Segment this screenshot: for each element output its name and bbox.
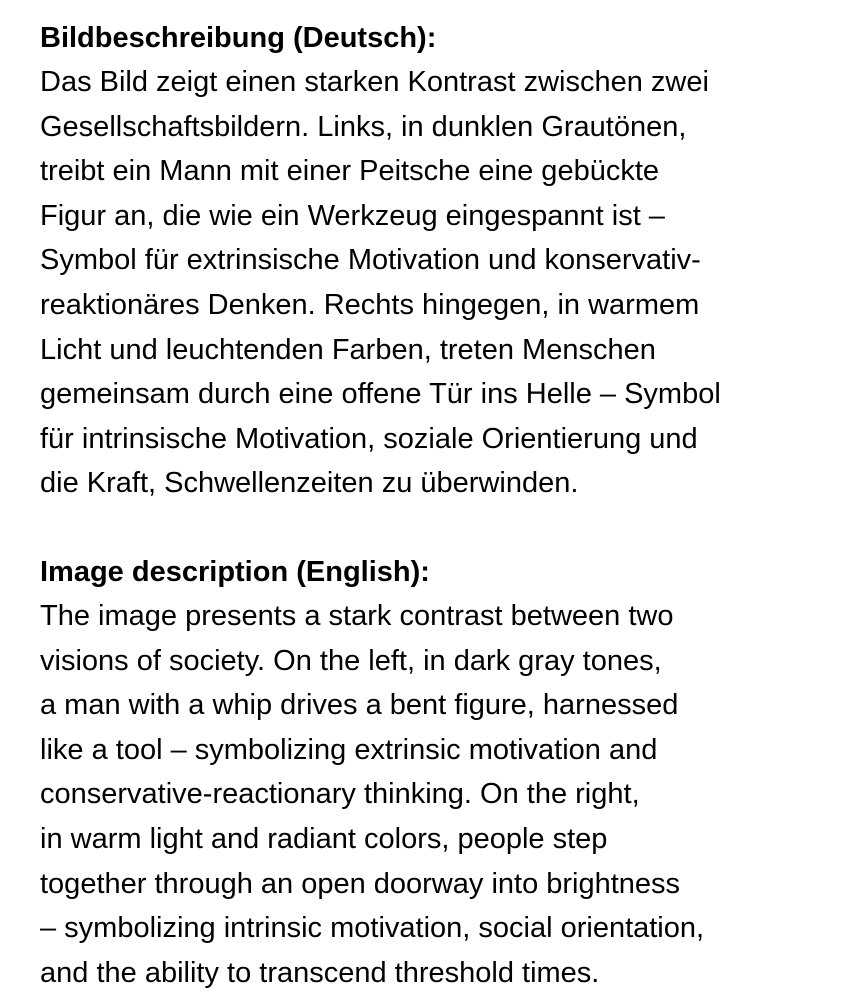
text-line: like a tool – symbolizing extrinsic motivation and: [40, 733, 658, 766]
german-heading: Bildbeschreibung (Deutsch):: [40, 22, 437, 54]
text-line: die Kraft, Schwellenzeiten zu überwinden.: [40, 467, 579, 500]
text-line: and the ability to transcend threshold times.: [40, 956, 600, 989]
text-line: Das Bild zeigt einen starken Kontrast zwischen zwei: [40, 66, 709, 98]
section-spacer: [40, 506, 840, 550]
text-line: conservative-reactionary thinking. On the right,: [40, 778, 640, 811]
text-line: treibt ein Mann mit einer Peitsche eine gebückte: [40, 155, 660, 188]
text-line: The image presents a stark contrast between two: [40, 599, 674, 632]
text-line: in warm light and radiant colors, people step: [40, 822, 608, 855]
german-section: [40, 16, 840, 506]
text-line: – symbolizing intrinsic motivation, social orientation,: [40, 912, 705, 945]
text-line: reaktionäres Denken. Rechts hingegen, in warmem: [40, 288, 700, 321]
text-line: Symbol für extrinsische Motivation und konservativ-: [40, 244, 701, 277]
english-heading: Image description (English):: [40, 555, 430, 588]
text-line: für intrinsische Motivation, soziale Orientierung und: [40, 422, 698, 455]
document-body: [40, 16, 840, 995]
text-line: together through an open doorway into brightness: [40, 867, 681, 900]
text-line: a man with a whip drives a bent figure, harnessed: [40, 689, 679, 722]
english-paragraph: [40, 594, 840, 995]
text-line: Figur an, die wie ein Werkzeug eingespannt ist –: [40, 199, 665, 232]
text-line: gemeinsam durch eine offene Tür ins Helle – Symbol: [40, 378, 721, 411]
german-paragraph: [40, 60, 840, 506]
text-line: Licht und leuchtenden Farben, treten Menschen: [40, 333, 656, 366]
english-section: [40, 550, 840, 995]
text-line: Gesellschaftsbildern. Links, in dunklen Grautönen,: [40, 110, 687, 143]
text-line: visions of society. On the left, in dark gray tones,: [40, 644, 662, 677]
